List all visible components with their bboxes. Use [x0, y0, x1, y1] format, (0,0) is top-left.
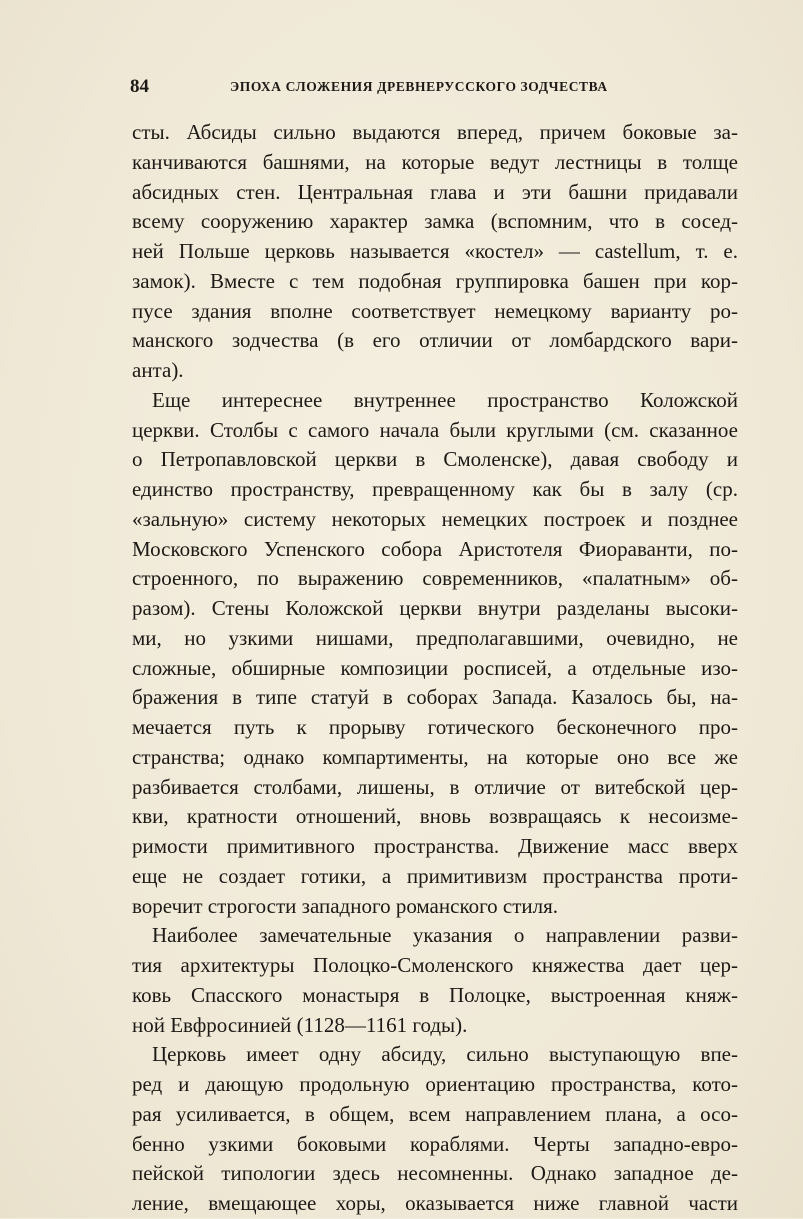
text-line: пусе здания вполне соответствует немецкому варианту ро- [132, 298, 738, 323]
text-line: ной Евфросинией (1128—1161 годы). [132, 1012, 468, 1037]
text-line: сложные, обширные композиции росписей, а отдельные изо- [132, 655, 738, 680]
text-line: Московского Успенского собора Аристотеля Фиораванти, по- [132, 536, 738, 561]
running-head: ЭПОХА СЛОЖЕНИЯ ДРЕВНЕРУССКОГО ЗОДЧЕСТВА [230, 79, 608, 94]
text-line: манского зодчества (в его отличии от ломбардского вари- [132, 328, 738, 353]
text-line: бенно узкими боковыми кораблями. Черты западно-евро- [132, 1131, 738, 1156]
text-line: канчиваются башнями, на которые ведут лестницы в толще [132, 149, 738, 174]
text-line: анта). [132, 358, 184, 382]
text-line: единство пространству, превращенному как бы в залу (ср. [132, 477, 738, 501]
page-number: 84 [130, 76, 149, 97]
text-line: Наиболее замечательные указания о направлении разви- [152, 923, 738, 948]
text-line: церкви. Столбы с самого начала были круглыми (см. сказанное [132, 417, 738, 442]
text-line: мечается путь к прорыву готического бесконечного про- [132, 715, 738, 739]
text-line: рая усиливается, в общем, всем направлением плана, а осо- [132, 1101, 738, 1126]
text-line: всему сооружению характер замка (вспомним, что в сосед- [132, 209, 738, 234]
text-line: ред и дающую продольную ориентацию пространства, кото- [132, 1072, 738, 1096]
text-line: странства; однако компартименты, на которые оно все же [132, 744, 738, 769]
text-line: о Петропавловской церкви в Смоленске), давая свободу и [132, 447, 738, 472]
text-line: абсидных стен. Центральная глава и эти башни придавали [132, 179, 738, 204]
text-line: еще не создает готики, а примитивизм пространства проти- [132, 863, 738, 888]
text-line: строенного, по выражению современников, «палатным» об- [132, 566, 738, 591]
text-line: пейской типологии здесь несомненны. Однако западное де- [132, 1161, 738, 1186]
text-line: разбивается столбами, лишены, в отличие от витебской цер- [132, 774, 738, 799]
text-line: ми, но узкими нишами, предполагавшими, очевидно, не [132, 625, 738, 650]
body-text [132, 118, 738, 1215]
text-line: тия архитектуры Полоцко-Смоленского княжества дает цер- [132, 953, 738, 977]
text-line: разом). Стены Коложской церкви внутри разделаны высоки- [132, 596, 738, 620]
text-line: замок). Вместе с тем подобная группировка башен при кор- [132, 268, 738, 293]
text-line: Церковь имеет одну абсиду, сильно выступающую впе- [152, 1042, 738, 1067]
page-header [130, 76, 740, 100]
text-line: «зальную» систему некоторых немецких построек и позднее [132, 506, 738, 531]
text-line: сты. Абсиды сильно выдаются вперед, причем боковые за- [132, 120, 738, 144]
text-line: кви, кратности отношений, вновь возвращаясь к несоизме- [132, 804, 738, 829]
text-line: ление, вмещающее хоры, оказывается ниже главной части [132, 1191, 738, 1215]
text-line: бражения в типе статуй в соборах Запада. Казалось бы, на- [132, 685, 738, 710]
text-line: Еще интереснее внутреннее пространство Коложской [152, 387, 738, 412]
text-line: ковь Спасского монастыря в Полоцке, выстроенная княж- [132, 982, 738, 1007]
text-line: ней Польше церковь называется «костел» — castellum, т. е. [132, 239, 738, 263]
text-line: воречит строгости западного романского стиля. [132, 893, 559, 918]
text-line: римости примитивного пространства. Движение масс вверх [132, 834, 738, 858]
